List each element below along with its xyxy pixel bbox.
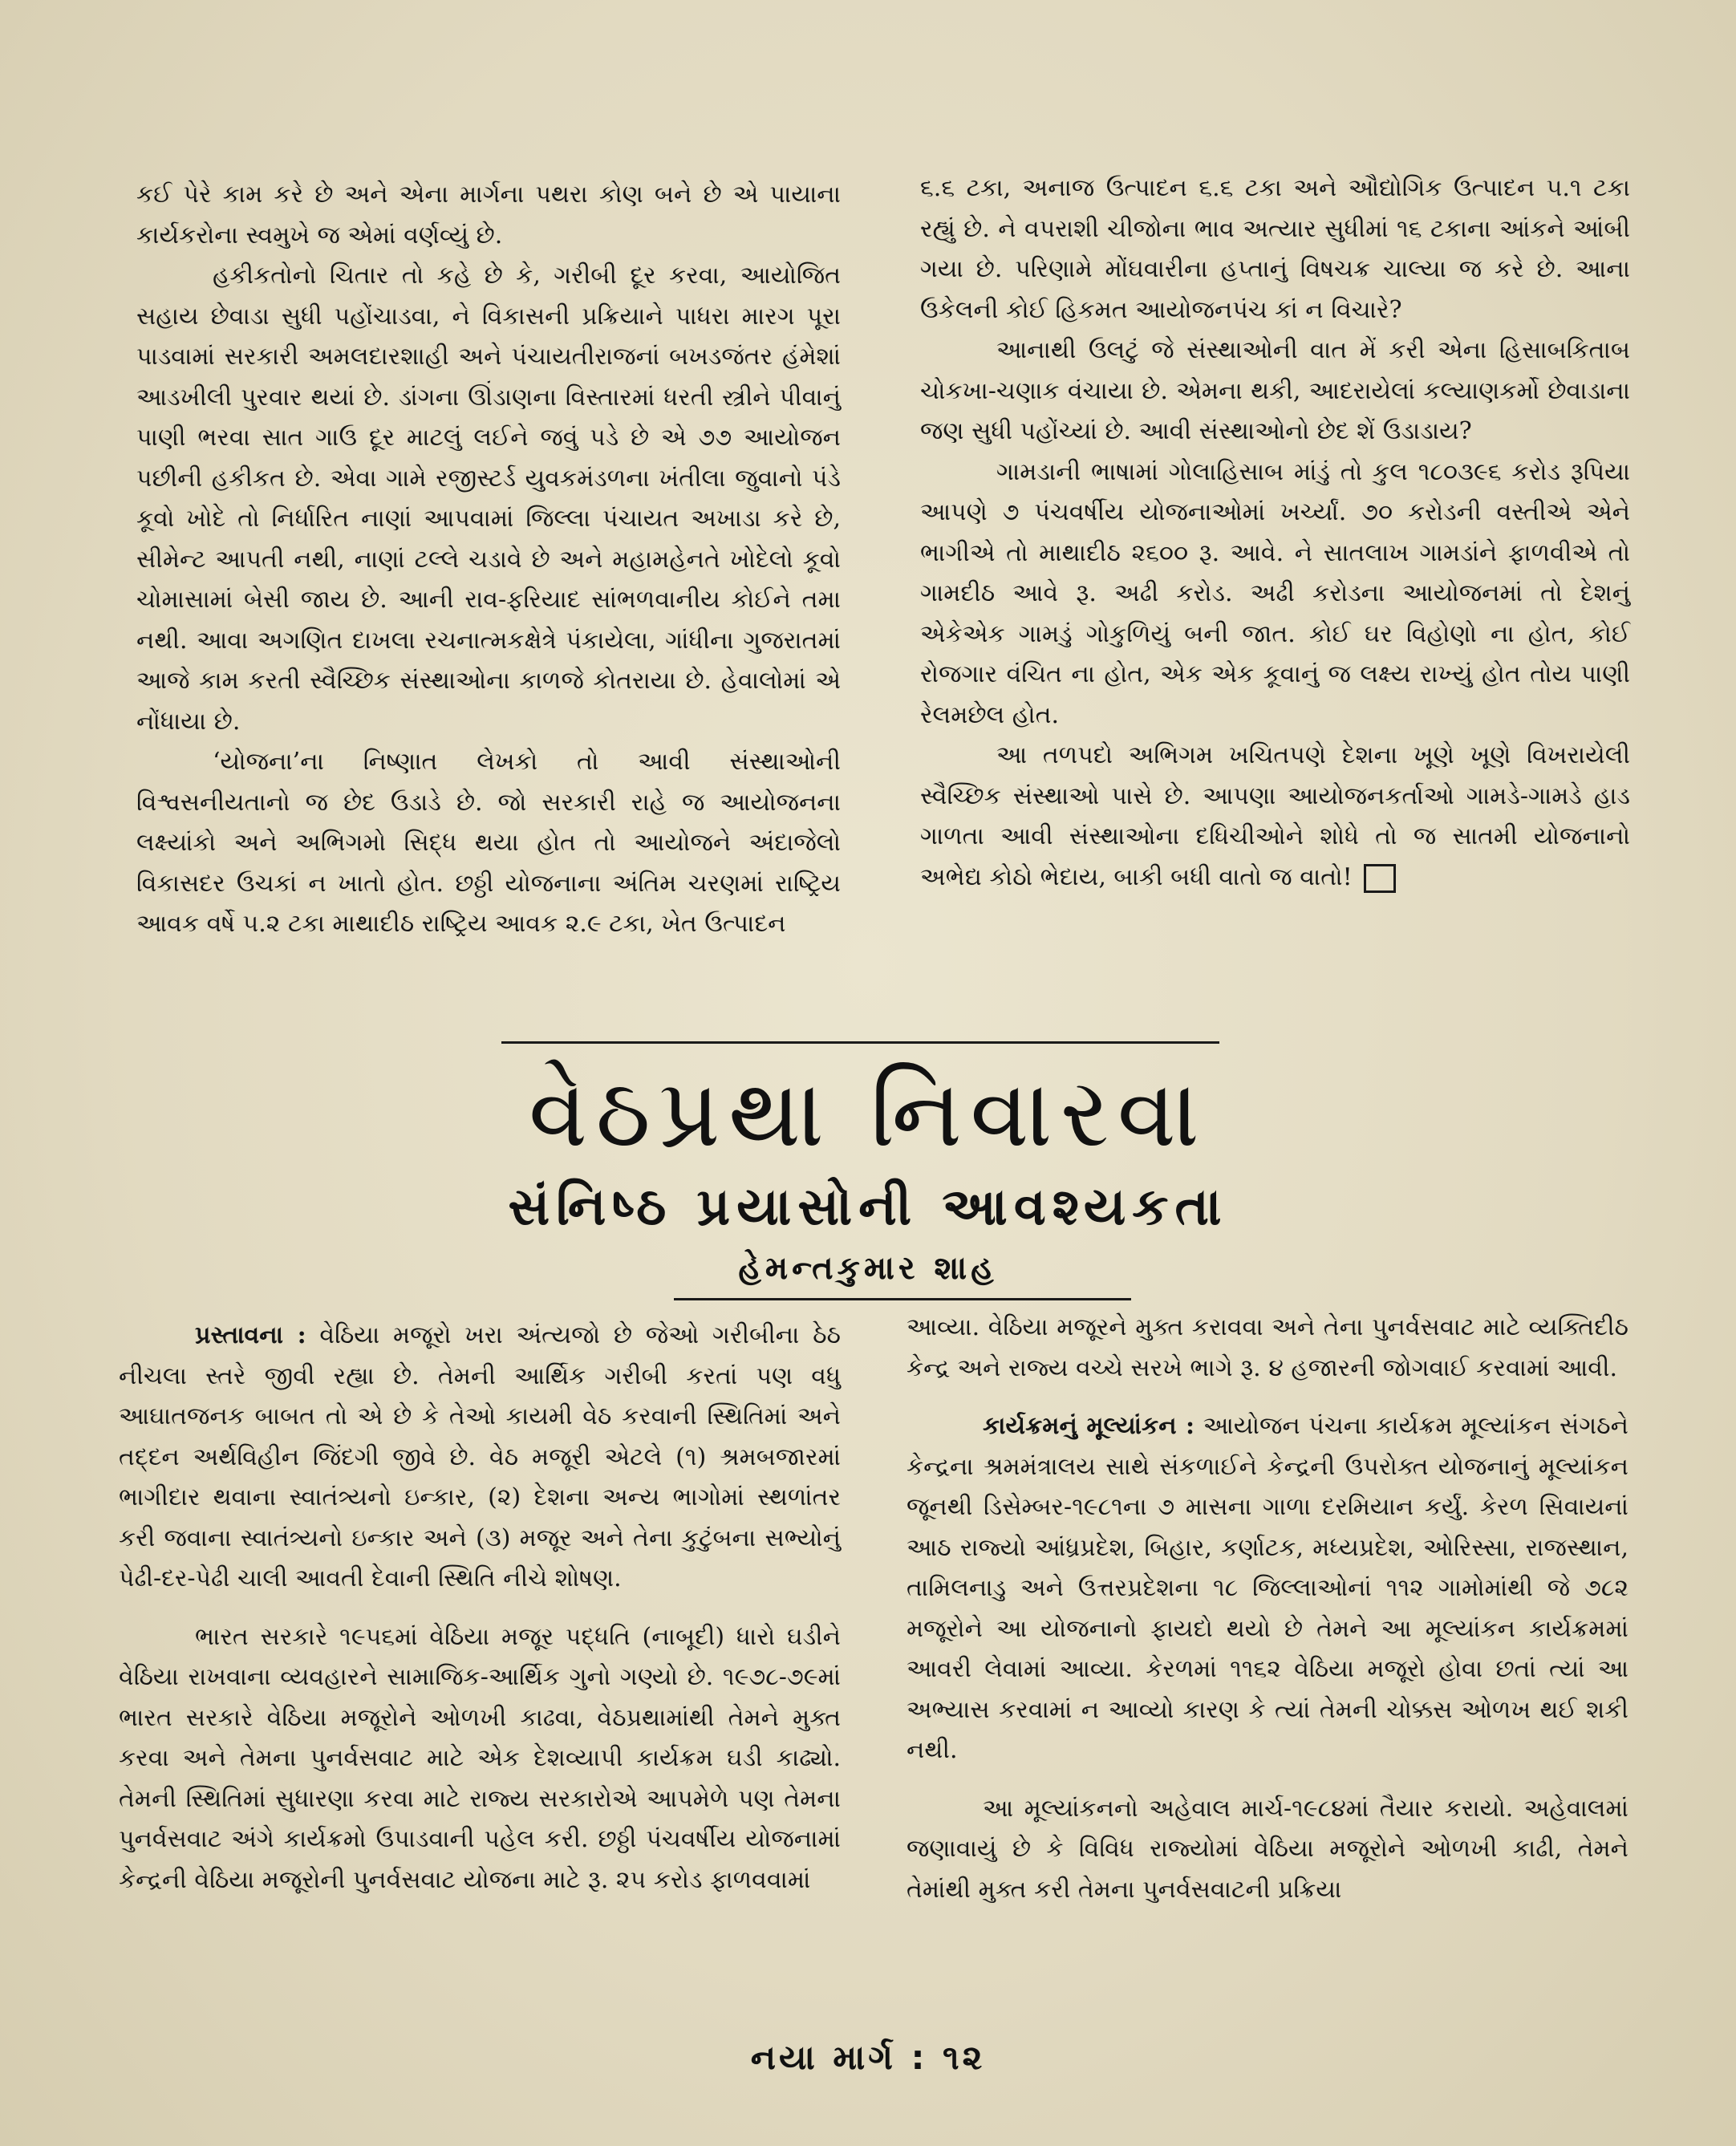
paragraph: કઈ પેરે કામ કરે છે અને એના માર્ગના પથરા કોણ બને છે એ પાયાના કાર્યકરોના સ્વમુખે જ એમાં વર્ણવ્યું છે.	[136, 181, 841, 249]
bottom-right-column	[907, 1308, 1629, 1910]
title-top-rule	[501, 1041, 1219, 1044]
end-of-article-mark	[1364, 864, 1396, 893]
paragraph	[907, 1406, 1629, 1771]
paragraph-last	[920, 736, 1630, 898]
paragraph: આનાથી ઉલટું જે સંસ્થાઓની વાત મેં કરી એના હિસાબકિતાબ ચોકખા-ચણાક વંચાયા છે. એમના થકી, આદરાયેલાં કલ્યાણકર્મો છેવાડાના જણ સુધી પહોંચ્યાં છે. આવી સંસ્થાઓનો છેદ શેં ઉડાડાય?	[920, 336, 1630, 445]
paragraph: ગામડાની ભાષામાં ગોલાહિસાબ માંડું તો કુલ ૧૮૦૩૯૬ કરોડ રૂપિયા આપણે ૭ પંચવર્ષીય યોજનાઓમાં ખર્ચ્યાં. ૭૦ કરોડની વસ્તીએ એને ભાગીએ તો માથાદીઠ ૨૬૦૦ રૂ. આવે. ને સાતલાખ ગામડાંને ફાળવીએ તો ગામદીઠ આવે રૂ. અઢી કરોડ. અઢી કરોડના આયોજનમાં તો દેશનું એકેએક ગામડું ગોકુળિયું બની જાત. કોઈ ઘર વિહોણો ના હોત, કોઈ રોજગાર વંચિત ના હોત, એક એક કૂવાનું જ લક્ષ્ય રાખ્યું હોત તોય પાણી રેલમછેલ હોત.	[920, 457, 1630, 729]
paragraph: ‘યોજના’ના નિષ્ણાત લેખકો તો આવી સંસ્થાઓની વિશ્વસનીયતાનો જ છેદ ઉડાડે છે. જો સરકારી રાહે જ આયોજનના લક્ષ્યાંકો અને અભિગમો સિદ્ધ થયા હોત તો આયોજને અંદાજેલો વિકાસદર ઉચકાં ન ખાતો હોત. છઠ્ઠી યોજનાના અંતિમ ચરણમાં રાષ્ટ્રિય આવક વર્ષે ૫.૨ ટકા માથાદીઠ રાષ્ટ્રિય આવક ૨.૯ ટકા, ખેત ઉત્પાદન	[136, 748, 841, 938]
top-left-column	[136, 175, 841, 945]
paragraph: આવ્યા. વેઠિયા મજૂરને મુક્ત કરાવવા અને તેના પુનર્વસવાટ માટે વ્યક્તિદીઠ કેન્દ્ર અને રાજ્ય વચ્ચે સરખે ભાગે રૂ. ૪ હજારની જોગવાઈ કરવામાં આવી.	[907, 1313, 1629, 1382]
top-right-column	[920, 168, 1630, 898]
article-subtitle: સંનિષ્ઠ પ્રયાસોની આવશ્યકતા	[508, 1178, 1228, 1237]
evaluation-heading: કાર્યક્રમનું મૂલ્યાંકન :	[983, 1412, 1195, 1440]
article-author: હેમન્તકુમાર શાહ	[738, 1250, 998, 1287]
article-title: વેઠપ્રથા નિવારવા	[528, 1057, 1208, 1168]
paragraph: ભારત સરકારે ૧૯૫૬માં વેઠિયા મજૂર પદ્ધતિ (નાબૂદી) ધારો ઘડીને વેઠિયા રાખવાના વ્યવહારને સામાજિક-આર્થિક ગુનો ગણ્યો છે. ૧૯૭૮-૭૯માં ભારત સરકારે વેઠિયા મજૂરોને ઓળખી કાઢવા, વેઠપ્રથામાંથી તેમને મુક્ત કરવા અને તેમના પુનર્વસવાટ માટે એક દેશવ્યાપી કાર્યક્રમ ઘડી કાઢ્યો. તેમની સ્થિતિમાં સુધારણા કરવા માટે રાજ્ય સરકારોએ આપમેળે પણ તેમના પુનર્વસવાટ અંગે કાર્યક્રમો ઉપાડવાની પહેલ કરી. છઠ્ઠી પંચવર્ષીય યોજનામાં કેન્દ્રની વેઠિયા મજૂરોની પુનર્વસવાટ યોજના માટે રૂ. ૨૫ કરોડ ફાળવવામાં	[119, 1622, 841, 1894]
paragraph: હકીકતોનો ચિતાર તો કહે છે કે, ગરીબી દૂર કરવા, આયોજિત સહાય છેવાડા સુધી પહોંચાડવા, ને વિકાસની પ્રક્રિયાને પાધરા મારગ પૂરા પાડવામાં સરકારી અમલદારશાહી અને પંચાયતીરાજનાં બખડજંતર હંમેશાં આડખીલી પુરવાર થયાં છે. ડાંગના ઊંડાણના વિસ્તારમાં ધરતી સ્ત્રીને પીવાનું પાણી ભરવા સાત ગાઉ દૂર માટલું લઈને જવું પડે છે એ ૭૭ આયોજન પછીની હકીકત છે. એવા ગામે રજીસ્ટર્ડ યુવકમંડળના ખંતીલા જુવાનો પંડે કૂવો ખોદે તો નિર્ધારિત નાણાં આપવામાં જિલ્લા પંચાયત અખાડા કરે છે, સીમેન્ટ આપતી નથી, નાણાં ટલ્લે ચડાવે છે અને મહામહેનતે ખોદેલો કૂવો ચોમાસામાં બેસી જાય છે. આની રાવ-ફરિયાદ સાંભળવાનીય કોઈને તમા નથી. આવા અગણિત દાખલા રચનાત્મકક્ષેત્રે પંકાયેલા, ગાંધીના ગુજરાતમાં આજે કામ કરતી સ્વૈચ્છિક સંસ્થાઓના કાળજે કોતરાયા છે. હેવાલોમાં એ નોંધાયા છે.	[136, 262, 841, 736]
paragraph	[119, 1316, 841, 1600]
intro-text: વેઠિયા મજૂરો ખરા અંત્યજો છે જેઓ ગરીબીના ઠેઠ નીચલા સ્તરે જીવી રહ્યા છે. તેમની આર્થિક ગરીબી કરતાં પણ વધુ આઘાતજનક બાબત તો એ છે કે તેઓ કાયમી વેઠ કરવાની સ્થિતિમાં અને તદ્દન અર્થવિહીન જિંદગી જીવે છે. વેઠ મજૂરી એટલે (૧) શ્રમબજારમાં ભાગીદાર થવાના સ્વાતંત્ર્યનો ઇન્કાર, (૨) દેશના અન્ય ભાગોમાં સ્થળાંતર કરી જવાના સ્વાતંત્ર્યનો ઇન્કાર અને (૩) મજૂર અને તેના કુટુંબના સભ્યોનું પેઢી-દર-પેઢી ચાલી આવતી દેવાની સ્થિતિ નીચે શોષણ.	[119, 1321, 841, 1592]
paragraph: આ મૂલ્યાંકનનો અહેવાલ માર્ચ-૧૯૮૪માં તૈયાર કરાયો. અહેવાલમાં જણાવાયું છે કે વિવિધ રાજ્યોમાં વેઠિયા મજૂરોને ઓળખી કાઢી, તેમને તેમાંથી મુક્ત કરી તેમના પુનર્વસવાટની પ્રક્રિયા	[907, 1794, 1629, 1904]
evaluation-text: આયોજન પંચના કાર્યક્રમ મૂલ્યાંકન સંગઠને કેન્દ્રના શ્રમમંત્રાલય સાથે સંકળાઈને કેન્દ્રની ઉપરોક્ત યોજનાનું મૂલ્યાંકન જૂનથી ડિસેમ્બર-૧૯૮૧ના ૭ માસના ગાળા દરમિયાન કર્યું. કેરળ સિવાયનાં આઠ રાજ્યો આંધ્રપ્રદેશ, બિહાર, કર્ણાટક, મધ્યપ્રદેશ, ઓરિસ્સા, રાજસ્થાન, તામિલનાડુ અને ઉત્તરપ્રદેશના ૧૮ જિલ્લાઓનાં ૧૧૨ ગામોમાંથી જે ૭૮૨ મજૂરોને આ યોજનાનો ફાયદો થયો છે તેમને આ મૂલ્યાંકન કાર્યક્રમમાં આવરી લેવામાં આવ્યા. કેરળમાં ૧૧૬૨ વેઠિયા મજૂરો હોવા છતાં ત્યાં આ અભ્યાસ કરવામાં ન આવ્યો કારણ કે ત્યાં તેમની ચોક્કસ ઓળખ થઈ શકી નથી.	[907, 1412, 1629, 1764]
paragraph: ૬.૬ ટકા, અનાજ ઉત્પાદન ૬.૬ ટકા અને ઔદ્યોગિક ઉત્પાદન ૫.૧ ટકા રહ્યું છે. ને વપરાશી ચીજોના ભાવ અત્યાર સુધીમાં ૧૬ ટકાના આંકને આંબી ગયા છે. પરિણામે મોંઘવારીના હપ્તાનું વિષચક્ર ચાલ્યા જ કરે છે. આના ઉકેલની કોઈ હિકમત આયોજનપંચ કાં ન વિચારે?	[920, 174, 1630, 324]
bottom-left-column	[119, 1316, 841, 1901]
title-bottom-rule	[674, 1298, 1131, 1300]
page-footer: નયા માર્ગ : ૧૨	[750, 2038, 986, 2077]
intro-heading: પ્રસ્તાવના :	[195, 1321, 306, 1349]
paragraph-text: આ તળપદો અભિગમ ખચિતપણે દેશના ખૂણે ખૂણે વિખરાયેલી સ્વૈચ્છિક સંસ્થાઓ પાસે છે. આપણા આયોજનકર્તાઓ ગામડે-ગામડે હાડ ગાળતા આવી સંસ્થાઓના દધિચીઓને શોધે તો જ સાતમી યોજનાનો અભેદ્ય કોઠો ભેદાય, બાકી બધી વાતો જ વાતો!	[920, 741, 1630, 891]
